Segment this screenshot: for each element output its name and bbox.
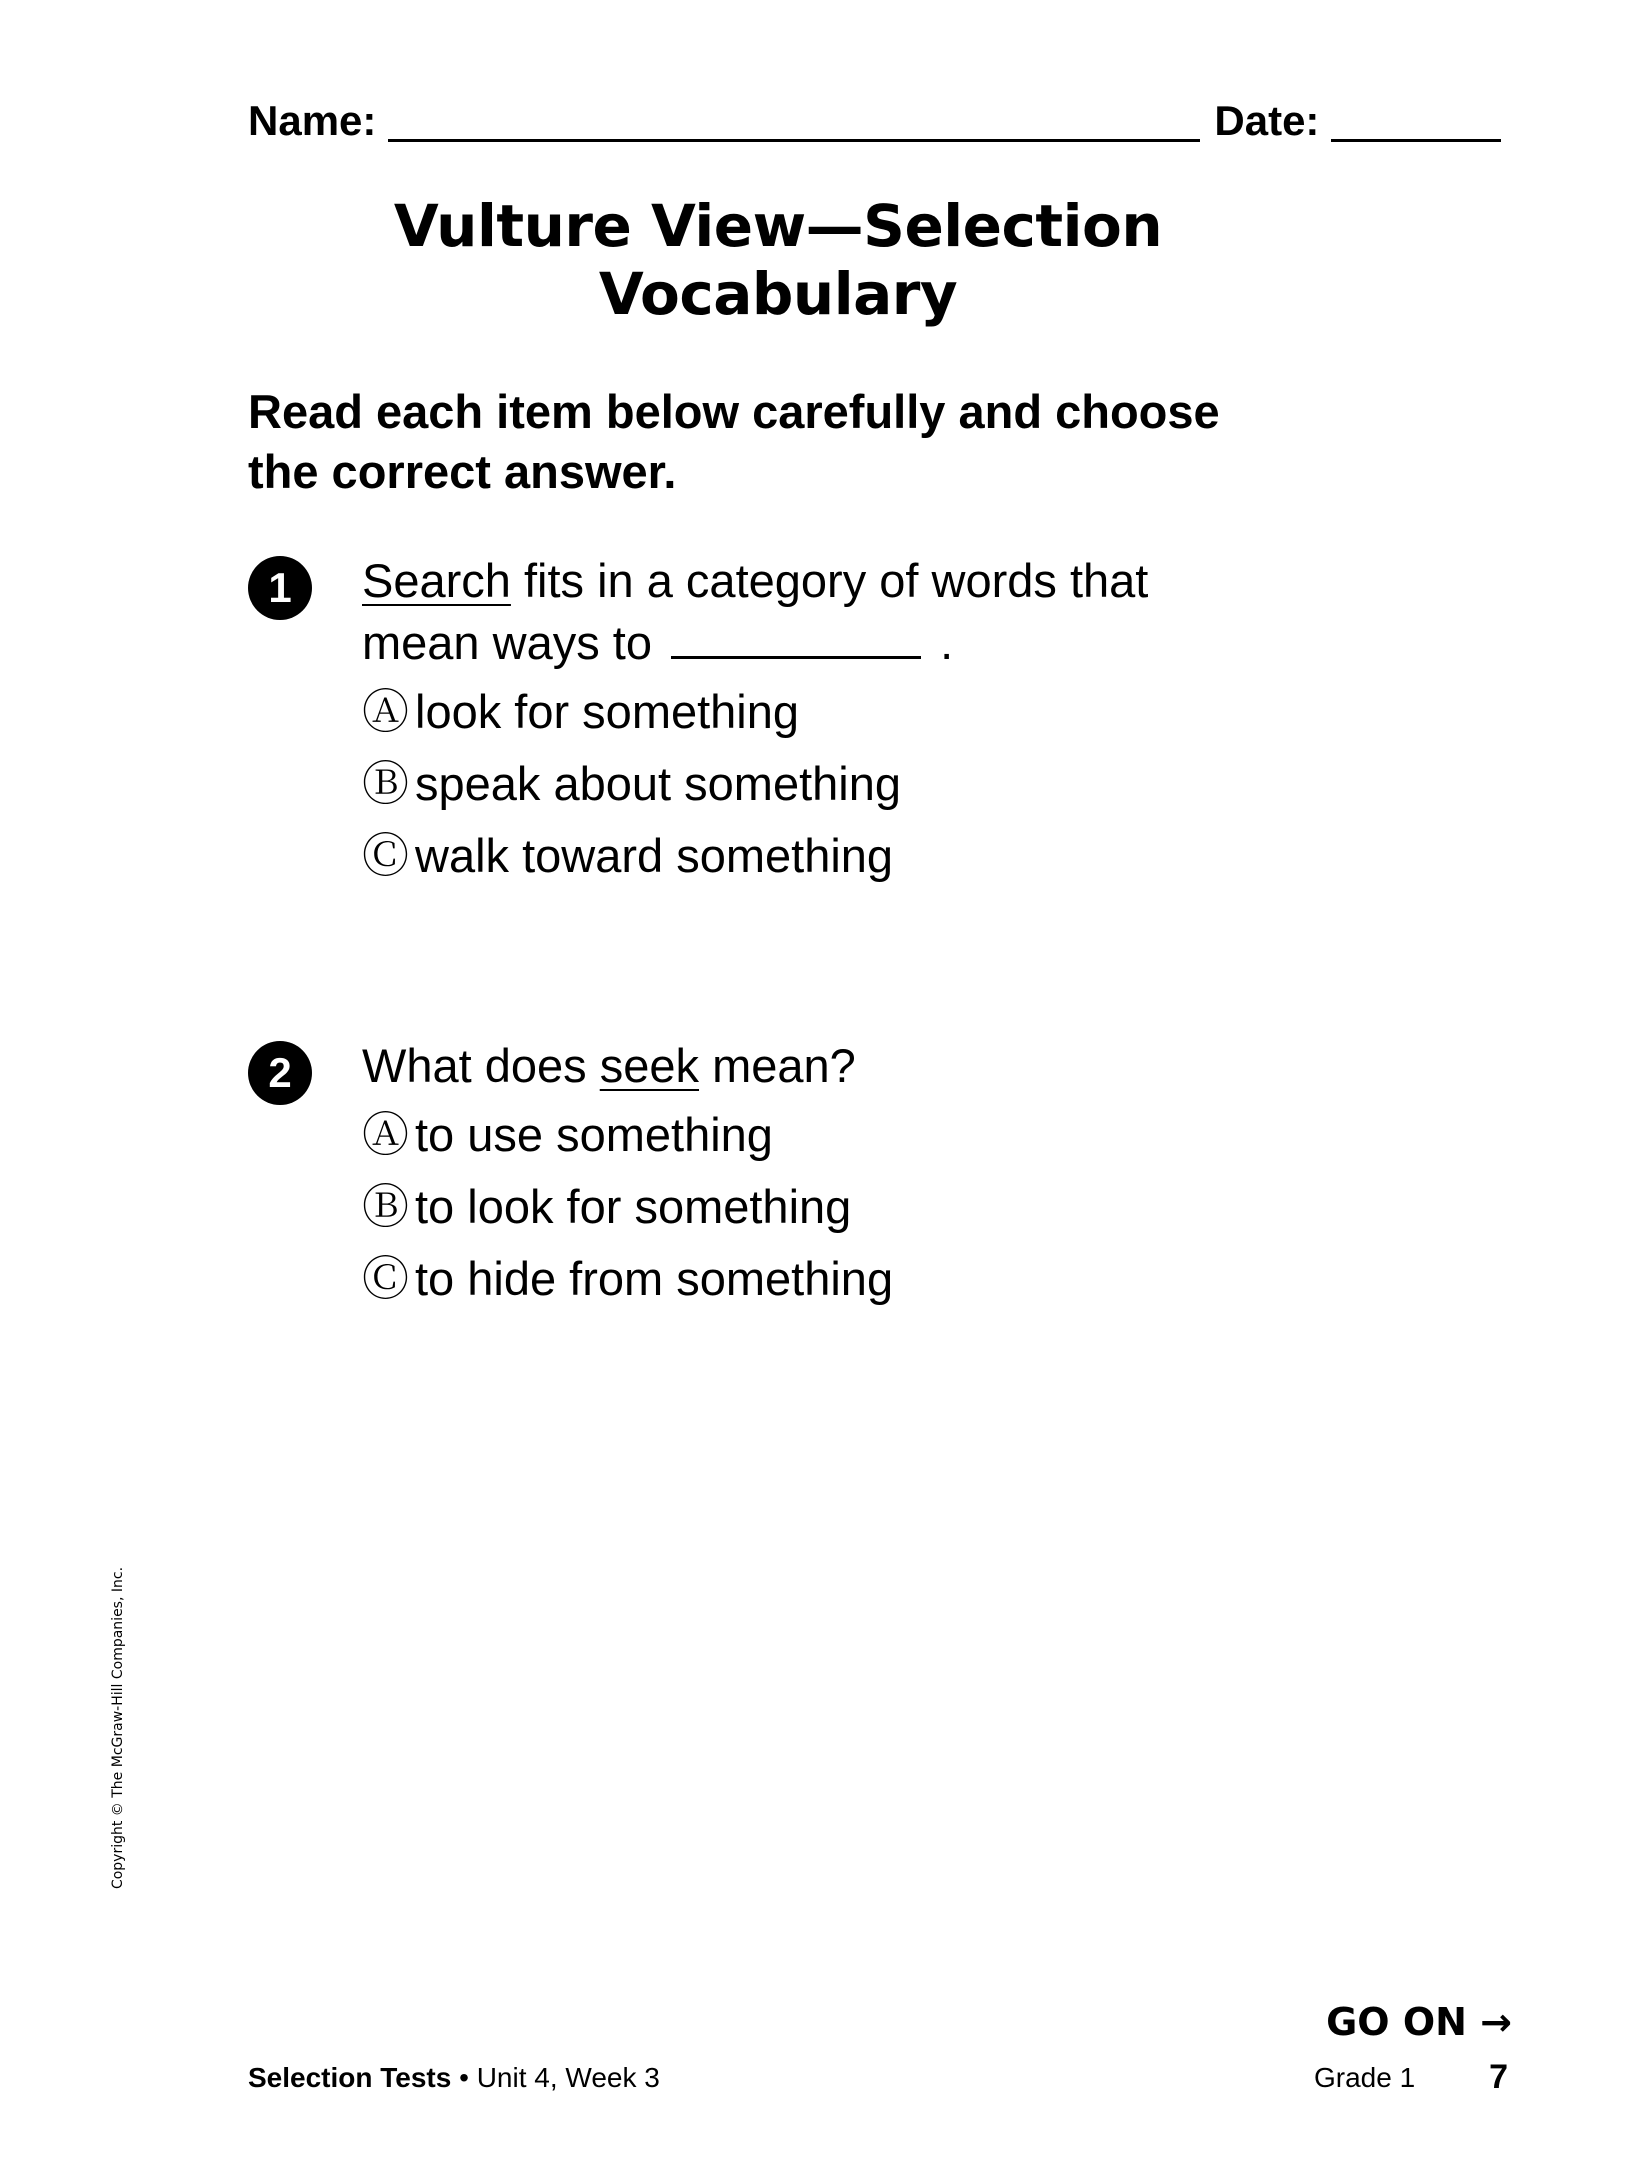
- stem-text: What does: [362, 1039, 600, 1092]
- title-line-1: Vulture View—Selection: [393, 192, 1163, 260]
- copyright-notice: Copyright © The McGraw-Hill Companies, Inc.: [110, 1566, 126, 1890]
- name-label: Name:: [248, 97, 377, 144]
- answer-option-b[interactable]: [362, 748, 1362, 820]
- page-number: 7: [1489, 2058, 1508, 2096]
- footer-grade: Grade 1: [1314, 2062, 1416, 2093]
- option-text: look for something: [415, 685, 800, 738]
- footer-series: Selection Tests: [248, 2062, 452, 2093]
- title-line-2: Vocabulary: [598, 260, 958, 328]
- question-body: [362, 550, 1362, 892]
- date-field[interactable]: [1331, 95, 1501, 142]
- option-bubble-c[interactable]: Ⓒ: [362, 829, 409, 882]
- option-text: walk toward something: [415, 829, 894, 882]
- date-label: Date:: [1214, 97, 1320, 144]
- page-title: [248, 192, 1308, 328]
- stem-text: mean?: [699, 1039, 856, 1092]
- option-bubble-b[interactable]: Ⓑ: [362, 1180, 409, 1233]
- footer-unit-week: Unit 4, Week 3: [476, 2062, 660, 2093]
- stem-text: mean ways to: [362, 616, 652, 669]
- name-field[interactable]: [388, 95, 1200, 142]
- answer-option-a[interactable]: [362, 1099, 1362, 1171]
- stem-period: .: [940, 616, 954, 669]
- question-stem: [362, 1035, 1362, 1097]
- option-text: to use something: [415, 1108, 773, 1161]
- stem-text: fits in a category of words that: [510, 554, 1149, 607]
- option-text: to hide from something: [415, 1252, 894, 1305]
- option-text: to look for something: [415, 1180, 852, 1233]
- question-number-badge: 2: [248, 1041, 312, 1105]
- answer-blank: [671, 616, 921, 659]
- answer-option-a[interactable]: [362, 676, 1362, 748]
- answer-option-b[interactable]: [362, 1171, 1362, 1243]
- question-stem-line-2: [362, 612, 1362, 674]
- vocab-word: Search: [362, 554, 511, 607]
- question-stem: [362, 550, 1362, 612]
- option-bubble-b[interactable]: Ⓑ: [362, 757, 409, 810]
- instructions: [248, 382, 1348, 502]
- vocab-word: seek: [599, 1039, 700, 1092]
- option-text: speak about something: [415, 757, 901, 810]
- option-bubble-a[interactable]: Ⓐ: [362, 1108, 409, 1161]
- answer-option-c[interactable]: [362, 820, 1362, 892]
- header-row: [248, 86, 1518, 142]
- footer-bullet: •: [451, 2062, 477, 2093]
- option-bubble-c[interactable]: Ⓒ: [362, 1252, 409, 1305]
- question-number-badge: 1: [248, 556, 312, 620]
- answer-option-c[interactable]: [362, 1243, 1362, 1315]
- question-body: [362, 1035, 1362, 1315]
- instructions-line-2: the correct answer.: [248, 445, 677, 498]
- option-bubble-a[interactable]: Ⓐ: [362, 685, 409, 738]
- instructions-line-1: Read each item below carefully and choose: [248, 385, 1220, 438]
- footer-source: [248, 2062, 660, 2094]
- go-on-indicator: GO ON →: [1326, 2000, 1512, 2044]
